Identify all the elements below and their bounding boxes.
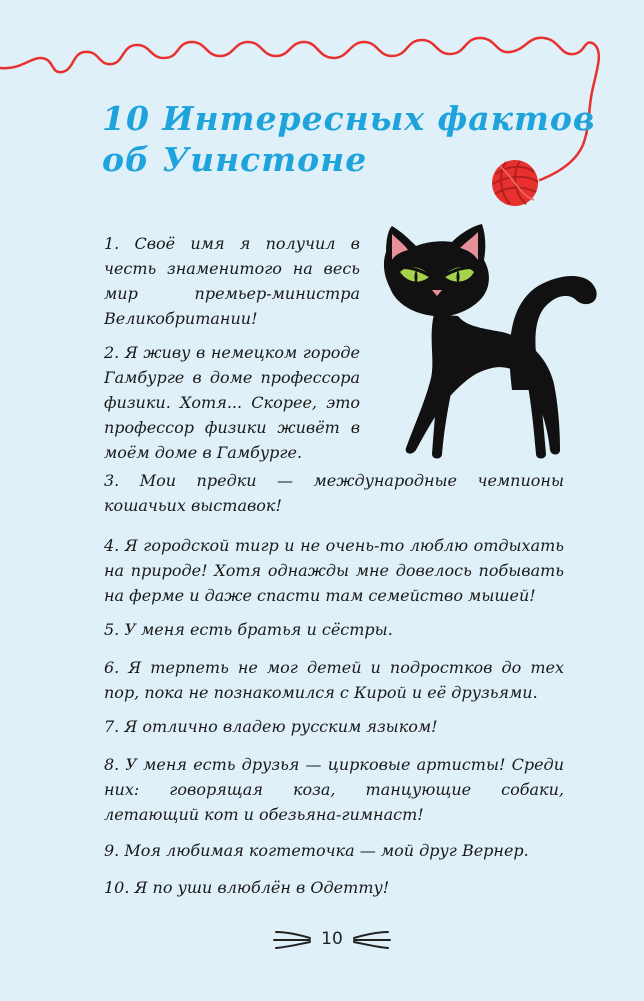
fact-item: 3. Мои предки — международные чемпионы кошачьих выставок!	[104, 471, 564, 515]
fact-item: 10. Я по уши влюблён в Одетту!	[104, 878, 390, 897]
page-title-line-2: об Уинстоне	[102, 140, 368, 179]
fact-item: 9. Моя любимая когтеточка — мой друг Вернер.	[104, 841, 529, 860]
page-title-line-1: 10 Интересных фактов	[102, 99, 596, 138]
fact-item: 7. Я отлично владею русским языком!	[104, 717, 438, 736]
fact-item: 2. Я живу в немецком городе Гамбурге в доме профессора физики. Хотя... Скорее, это профессор физики живёт в моём доме в Гамбурге.	[104, 343, 360, 462]
fact-item: 4. Я городской тигр и не очень-то люблю отдыхать на природе! Хотя однажды мне довелось побывать на ферме и даже спасти там семейство мышей!	[104, 536, 564, 605]
fact-item: 6. Я терпеть не мог детей и подростков до тех пор, пока не познакомился с Кирой и её друзьями.	[104, 658, 564, 702]
whiskers-icon	[352, 924, 392, 954]
whiskers-icon	[272, 924, 312, 954]
page-number: 10	[321, 929, 343, 949]
fact-item: 1. Своё имя я получил в честь знаменитого на весь мир премьер-министра Великобритании!	[104, 234, 360, 328]
fact-item: 8. У меня есть друзья — цирковые артисты! Среди них: говорящая коза, танцующие собаки, летающий кот и обезьяна-гимнаст!	[104, 755, 564, 824]
page-footer	[272, 922, 392, 956]
fact-item: 5. У меня есть братья и сёстры.	[104, 620, 393, 639]
black-cat-illustration	[378, 222, 602, 470]
